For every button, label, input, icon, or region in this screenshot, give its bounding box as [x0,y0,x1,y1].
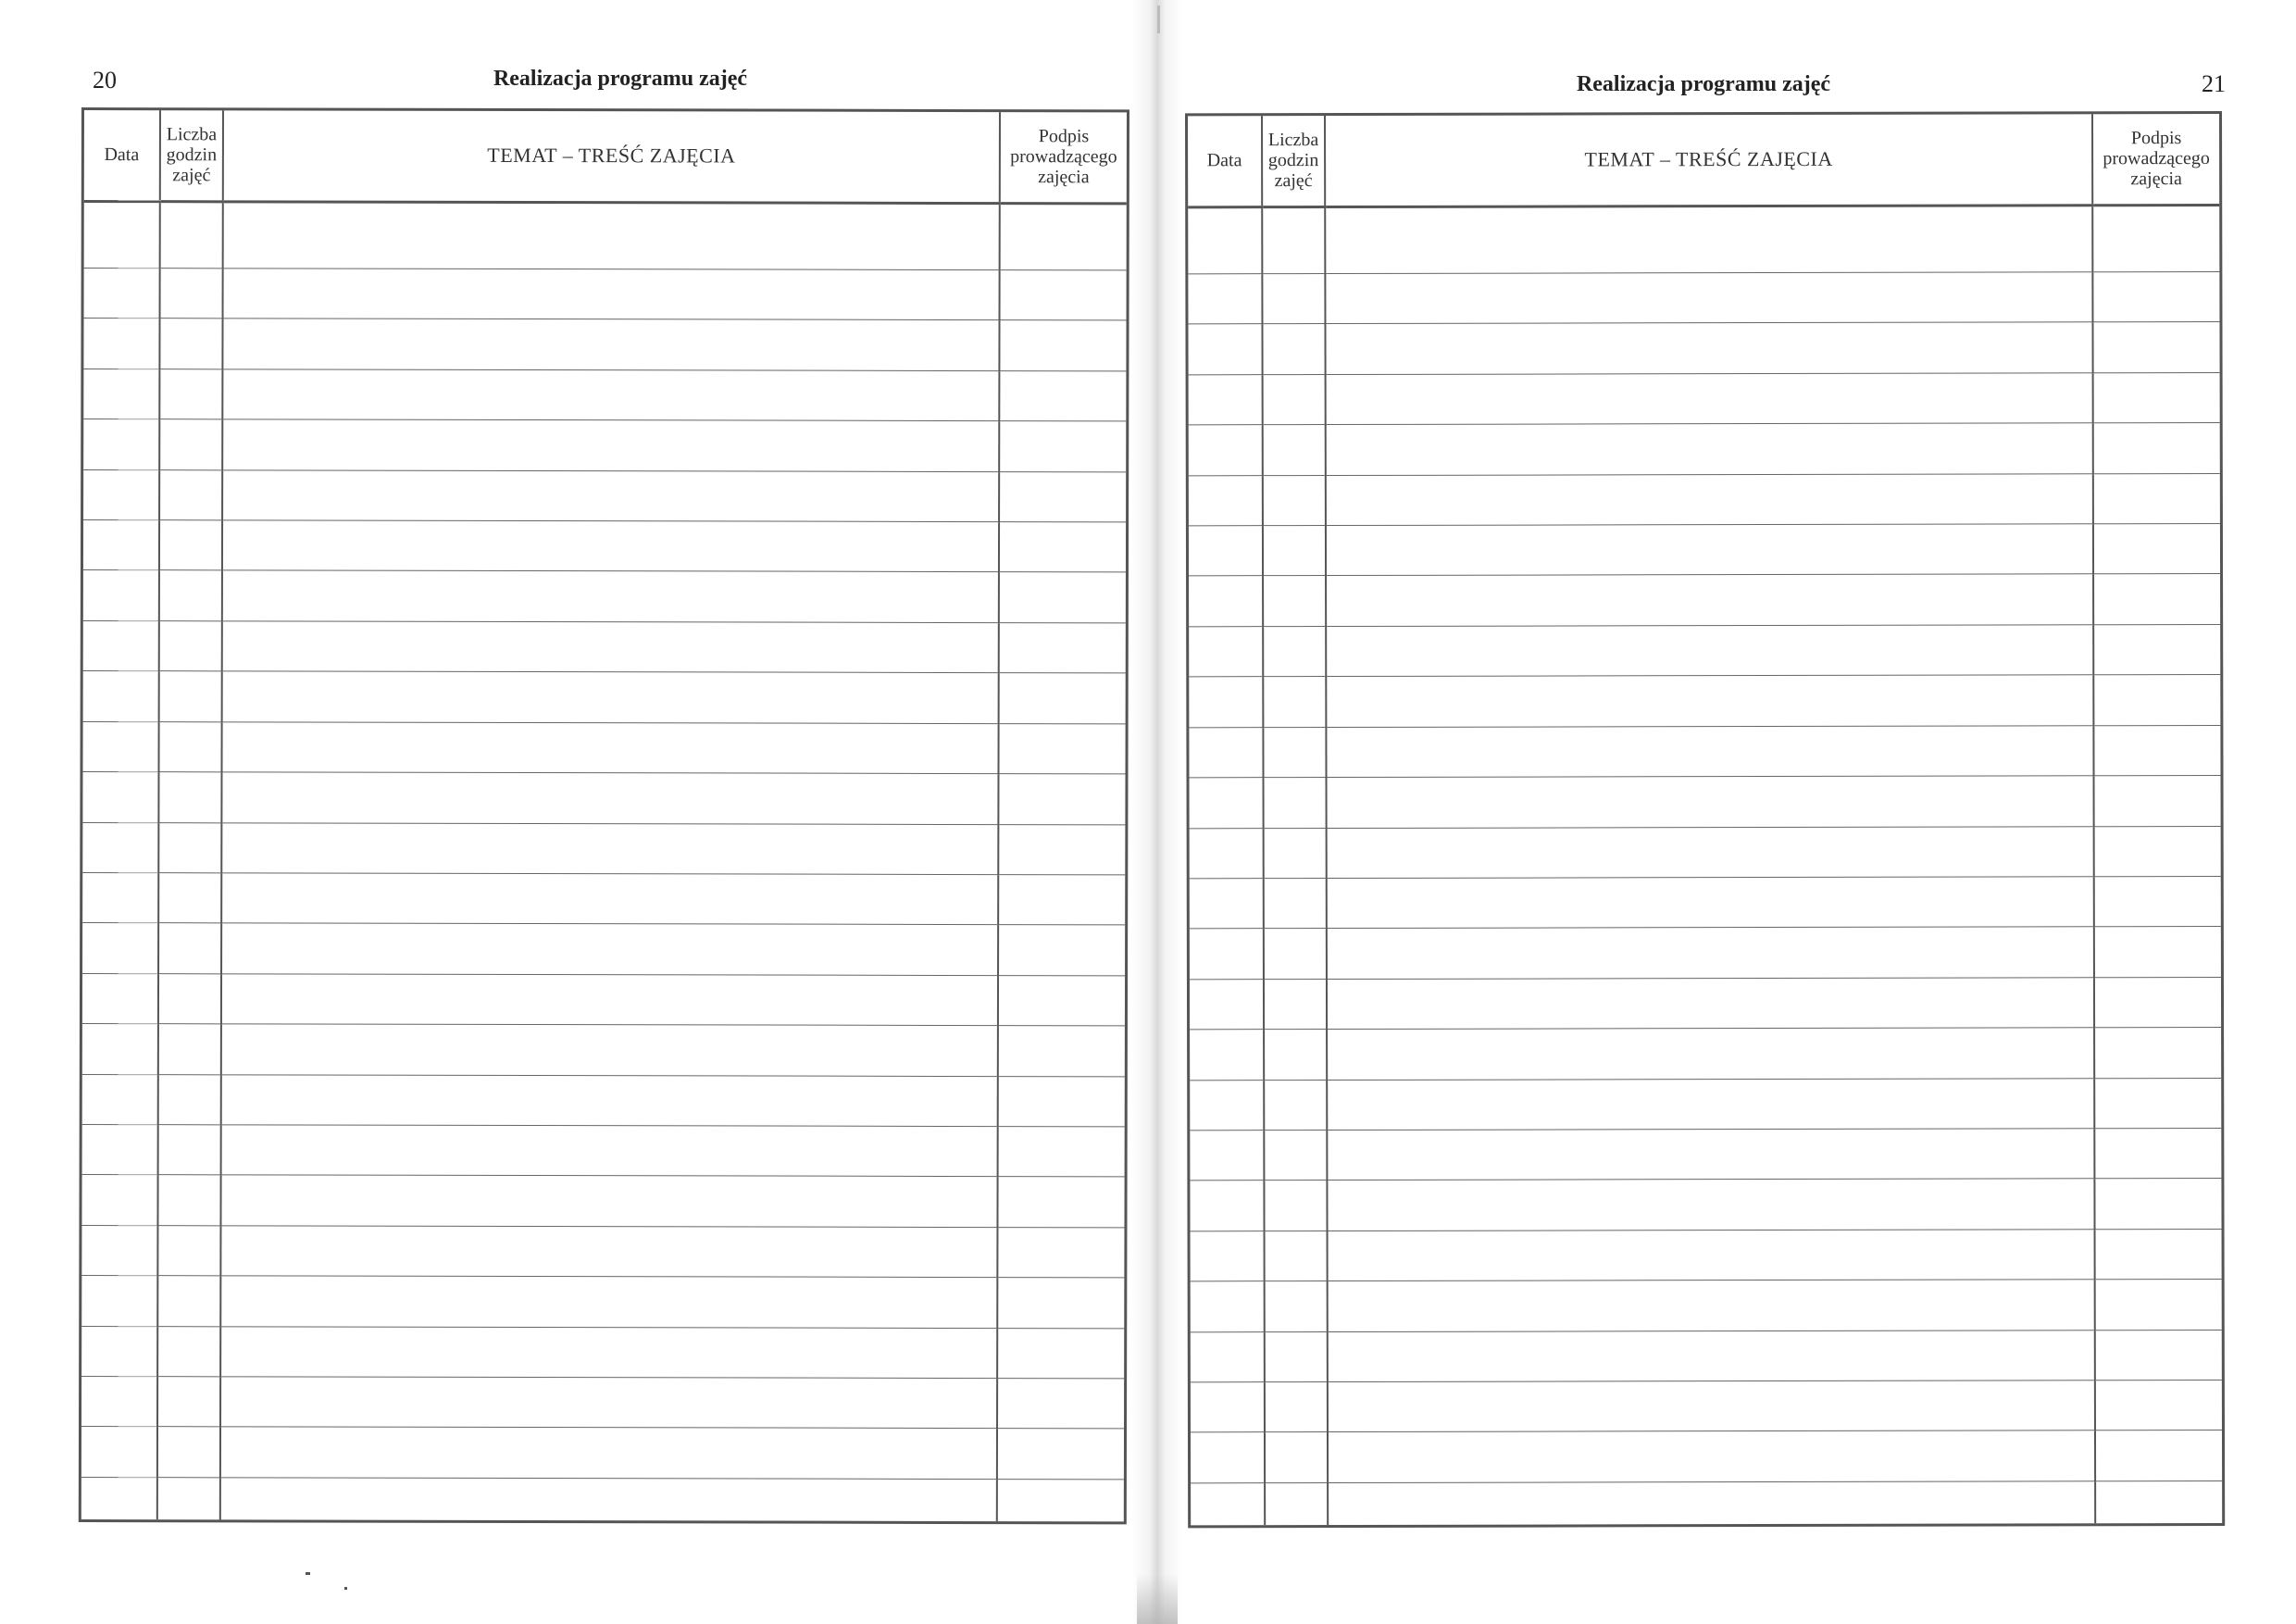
topic-cell[interactable] [1327,776,2094,828]
topic-cell[interactable] [221,873,998,925]
signature-cell[interactable] [2095,1480,2222,1523]
table-row [1188,322,2219,375]
table-row [1190,776,2221,829]
hours-cell[interactable] [1264,778,1327,829]
hours-cell[interactable] [160,269,223,319]
table-row [81,1276,1124,1329]
hours-cell[interactable] [159,621,222,672]
hours-cell[interactable] [1263,576,1326,627]
hours-cell[interactable] [1264,1080,1327,1131]
topic-cell[interactable] [220,1175,997,1227]
hours-cell[interactable] [157,1477,220,1519]
hours-cell[interactable] [158,1024,221,1075]
topic-cell[interactable] [1327,877,2094,929]
hours-cell[interactable] [1265,1382,1328,1433]
date-cell[interactable] [81,1225,157,1276]
table-row [1191,1280,2222,1332]
hours-cell[interactable] [1265,1281,1328,1332]
hours-cell[interactable] [1265,1230,1328,1281]
signature-cell[interactable] [2093,574,2220,625]
date-cell[interactable] [84,201,160,269]
date-cell[interactable] [82,1074,158,1125]
table-row [82,1074,1125,1127]
column-header-signature: Podpis prowadzącego zajęcia [1000,112,1127,203]
date-cell[interactable] [1190,1030,1264,1081]
signature-cell[interactable] [2093,372,2220,423]
date-cell[interactable] [1190,929,1264,980]
date-cell[interactable] [1189,526,1263,577]
signature-cell[interactable] [2092,322,2219,373]
signature-cell[interactable] [997,1328,1124,1379]
hours-cell[interactable] [158,772,221,823]
signature-cell[interactable] [2095,1330,2222,1380]
signature-cell[interactable] [998,1026,1125,1077]
table-body [1188,205,2222,1525]
hours-cell[interactable] [157,1377,220,1428]
topic-cell[interactable] [222,570,999,622]
topic-cell[interactable] [221,1125,998,1177]
table-row [84,201,1127,270]
topic-cell[interactable] [220,1226,997,1278]
table-row [1190,977,2221,1030]
hours-cell[interactable] [1264,828,1327,879]
table-row [1189,473,2220,526]
hours-cell[interactable] [1263,475,1326,526]
signature-cell[interactable] [999,622,1126,673]
topic-cell[interactable] [1327,1179,2094,1230]
signature-cell[interactable] [2094,1179,2221,1230]
date-cell[interactable] [81,1477,157,1519]
hours-cell[interactable] [159,319,222,369]
signature-cell[interactable] [998,774,1125,825]
topic-cell[interactable] [223,201,1000,269]
table-row [82,822,1125,875]
date-cell[interactable] [1189,727,1263,778]
topic-cell[interactable] [221,974,998,1026]
signature-cell[interactable] [998,1127,1125,1178]
date-cell[interactable] [1189,475,1263,526]
signature-cell[interactable] [2094,1078,2221,1129]
date-cell[interactable] [83,319,159,369]
table-row [83,520,1126,573]
signature-cell[interactable] [2093,524,2220,575]
date-cell[interactable] [81,1376,157,1427]
topic-cell[interactable] [221,772,998,824]
signature-cell[interactable] [1000,203,1127,270]
date-cell[interactable] [82,721,158,772]
signature-cell[interactable] [2094,776,2221,827]
topic-cell[interactable] [1326,725,2093,777]
date-cell[interactable] [82,923,158,974]
table-row [82,973,1125,1026]
hours-cell[interactable] [1264,1181,1327,1231]
date-cell[interactable] [83,469,159,520]
topic-cell[interactable] [222,319,999,370]
date-cell[interactable] [83,369,159,419]
topic-cell[interactable] [1327,1129,2094,1181]
date-cell[interactable] [1190,778,1264,829]
table-row [81,1225,1124,1278]
signature-cell[interactable] [2093,675,2220,726]
signature-cell[interactable] [2093,725,2220,776]
signature-cell[interactable] [999,522,1126,573]
signature-cell[interactable] [999,673,1126,724]
hours-cell[interactable] [157,1175,220,1226]
signature-cell[interactable] [2093,473,2220,524]
table-row [1189,574,2220,627]
topic-cell[interactable] [1328,1280,2095,1331]
hours-cell[interactable] [1264,1130,1327,1181]
date-cell[interactable] [83,620,159,671]
topic-cell[interactable] [222,520,999,572]
table-row [82,721,1125,774]
hours-cell[interactable] [158,1125,221,1176]
date-cell[interactable] [1190,1080,1264,1131]
topic-cell[interactable] [222,469,999,521]
table-row [84,269,1127,321]
topic-cell[interactable] [1326,625,2093,677]
date-cell[interactable] [83,520,159,571]
table-row [1189,524,2220,577]
hours-cell[interactable] [1262,324,1325,375]
date-cell[interactable] [83,570,159,621]
column-header-date: Data [84,110,160,201]
signature-cell[interactable] [997,1429,1124,1480]
date-cell[interactable] [1190,879,1264,930]
topic-cell[interactable] [1326,524,2093,576]
signature-cell[interactable] [2092,272,2219,323]
topic-cell[interactable] [220,1326,997,1378]
topic-cell[interactable] [220,1377,997,1429]
hours-cell[interactable] [158,822,221,873]
date-cell[interactable] [1189,627,1263,678]
table-row [1189,725,2220,778]
topic-cell[interactable] [221,822,998,874]
column-header-topic: TEMAT – TREŚĆ ZAJĘCIA [223,110,1000,203]
hours-cell[interactable] [158,923,221,974]
binding-gutter [1131,0,1183,1624]
date-cell[interactable] [82,822,158,873]
column-header-hours: Liczba godzin zajęć [160,110,223,201]
column-header-date: Data [1188,116,1262,206]
hours-cell[interactable] [157,1276,220,1327]
table-row [82,1124,1125,1177]
date-cell[interactable] [84,269,160,319]
topic-cell[interactable] [1328,1330,2095,1381]
date-cell[interactable] [1191,1382,1265,1433]
hours-cell[interactable] [1263,677,1326,728]
signature-cell[interactable] [2094,876,2221,927]
log-table [81,110,1127,1521]
table-row [1188,272,2219,325]
signature-cell[interactable] [2094,826,2221,877]
signature-cell[interactable] [2094,977,2221,1028]
hours-cell[interactable] [1265,1331,1328,1382]
date-cell[interactable] [1189,375,1263,426]
topic-cell[interactable] [1327,927,2094,979]
signature-cell[interactable] [998,723,1125,774]
hours-cell[interactable] [1263,374,1326,425]
topic-cell[interactable] [1327,826,2094,878]
signature-cell[interactable] [998,1076,1125,1127]
topic-cell[interactable] [1328,1481,2095,1525]
topic-cell[interactable] [1326,574,2093,626]
table-row [1189,624,2220,677]
hours-cell[interactable] [157,1427,220,1478]
date-cell[interactable] [83,671,159,722]
signature-cell[interactable] [998,925,1125,976]
topic-cell[interactable] [1325,322,2092,374]
print-speck [344,1587,347,1590]
topic-cell[interactable] [1326,373,2093,425]
date-cell[interactable] [1191,1432,1265,1483]
date-cell[interactable] [1190,1181,1264,1231]
topic-cell[interactable] [1327,1078,2094,1130]
date-cell[interactable] [81,1276,157,1327]
hours-cell[interactable] [159,369,222,420]
log-table [1188,114,2222,1525]
table-row [1191,1380,2222,1432]
hours-cell[interactable] [159,570,222,621]
hours-cell[interactable] [1263,626,1326,677]
hours-cell[interactable] [1263,425,1326,476]
table-row [1190,826,2221,879]
hours-cell[interactable] [1263,727,1326,778]
page-number: 21 [2202,70,2226,97]
date-cell[interactable] [1190,828,1264,879]
print-speck [306,1572,310,1575]
topic-cell[interactable] [222,419,999,471]
date-cell[interactable] [81,1175,157,1226]
date-cell[interactable] [82,1124,158,1175]
table-row [1191,1229,2222,1281]
table-row [81,1376,1124,1429]
date-cell[interactable] [1188,274,1262,325]
signature-cell[interactable] [2092,205,2219,272]
table-row [82,772,1125,825]
hours-cell[interactable] [1264,979,1327,1030]
gutter-shadow [1137,1574,1178,1624]
date-cell[interactable] [82,872,158,923]
table-row [1191,1330,2222,1382]
hours-cell[interactable] [158,973,221,1024]
column-header-topic: TEMAT – TREŚĆ ZAJĘCIA [1325,114,2092,206]
signature-cell[interactable] [997,1479,1124,1521]
topic-cell[interactable] [223,269,1000,320]
topic-cell[interactable] [220,1478,997,1521]
table-body [81,201,1127,1521]
topic-cell[interactable] [222,671,999,723]
hours-cell[interactable] [1264,929,1327,980]
table-row [1190,1028,2221,1081]
topic-cell[interactable] [221,1024,998,1076]
hours-cell[interactable] [158,1074,221,1125]
hours-cell[interactable] [159,520,222,571]
hours-cell[interactable] [1264,878,1327,929]
table-row [1191,1430,2222,1483]
date-cell[interactable] [1191,1230,1265,1281]
date-cell[interactable] [83,419,159,470]
page-number: 20 [93,67,117,94]
table-row [1189,372,2220,425]
topic-cell[interactable] [222,369,999,421]
table-row [81,1326,1124,1379]
table-row [83,319,1126,371]
signature-cell[interactable] [2093,624,2220,675]
topic-cell[interactable] [1326,675,2093,727]
topic-cell[interactable] [222,621,999,673]
table-row [83,570,1126,623]
table-row [1188,205,2219,274]
date-cell[interactable] [1189,677,1263,728]
signature-cell[interactable] [2094,1028,2221,1079]
hours-cell[interactable] [1262,206,1325,274]
signature-cell[interactable] [997,1278,1124,1329]
signature-cell[interactable] [2095,1280,2222,1330]
signature-cell[interactable] [1000,270,1127,321]
topic-cell[interactable] [1327,978,2094,1030]
signature-cell[interactable] [999,421,1126,472]
topic-cell[interactable] [220,1427,997,1479]
topic-cell[interactable] [221,923,998,975]
hours-cell[interactable] [157,1326,220,1377]
topic-cell[interactable] [221,722,998,774]
table-row [1189,675,2220,728]
hours-cell[interactable] [160,201,223,269]
program-log-table [79,107,1129,1524]
table-row [81,1427,1124,1480]
signature-cell[interactable] [999,370,1126,421]
table-row [82,1024,1125,1077]
table-row [83,671,1126,724]
table-row [1190,927,2221,980]
date-cell[interactable] [82,772,158,823]
date-cell[interactable] [81,1326,157,1377]
signature-cell[interactable] [2095,1380,2222,1430]
hours-cell[interactable] [158,873,221,924]
date-cell[interactable] [1191,1482,1265,1525]
table-header-row [84,110,1127,203]
topic-cell[interactable] [1327,1028,2094,1080]
date-cell[interactable] [1188,206,1262,274]
column-header-signature: Podpis prowadzącego zajęcia [2092,114,2219,205]
table-row [1190,1128,2221,1181]
topic-cell[interactable] [1328,1230,2095,1281]
date-cell[interactable] [1189,576,1263,627]
table-row [1190,876,2221,929]
topic-cell[interactable] [1325,272,2092,324]
date-cell[interactable] [1191,1281,1265,1332]
table-header-row [1188,114,2219,206]
date-cell[interactable] [1190,1131,1264,1181]
table-row [82,923,1125,976]
running-head: Realizacja programu zajęć [493,67,748,91]
table-row [81,1175,1124,1228]
signature-cell[interactable] [998,824,1125,875]
hours-cell[interactable] [1264,1030,1327,1081]
running-head: Realizacja programu zajęć [1576,72,1831,96]
date-cell[interactable] [1191,1331,1265,1382]
topic-cell[interactable] [220,1276,997,1328]
gutter-mark [1157,6,1160,33]
table-row [1189,423,2220,476]
signature-cell[interactable] [999,320,1126,371]
signature-cell[interactable] [998,975,1125,1026]
program-log-table [1185,111,2225,1528]
hours-cell[interactable] [159,671,222,722]
signature-cell[interactable] [997,1379,1124,1430]
date-cell[interactable] [81,1427,157,1478]
signature-cell[interactable] [997,1177,1124,1228]
signature-cell[interactable] [997,1227,1124,1278]
signature-cell[interactable] [2094,927,2221,978]
hours-cell[interactable] [1262,274,1325,325]
topic-cell[interactable] [1328,1430,2095,1482]
hours-cell[interactable] [159,419,222,470]
table-row [83,469,1126,522]
date-cell[interactable] [1189,425,1263,476]
hours-cell[interactable] [1265,1432,1328,1483]
date-cell[interactable] [1188,324,1262,375]
hours-cell[interactable] [157,1225,220,1276]
hours-cell[interactable] [158,721,221,772]
signature-cell[interactable] [999,471,1126,522]
signature-cell[interactable] [2093,423,2220,474]
table-row [1190,1078,2221,1131]
topic-cell[interactable] [1326,423,2093,475]
hours-cell[interactable] [159,469,222,520]
column-header-hours: Liczba godzin zajęć [1262,116,1325,206]
table-row [83,620,1126,673]
topic-cell[interactable] [1328,1380,2095,1432]
date-cell[interactable] [82,1024,158,1075]
table-row [82,872,1125,925]
table-row [83,369,1126,421]
signature-cell[interactable] [2095,1229,2222,1280]
signature-cell[interactable] [2095,1430,2222,1481]
topic-cell[interactable] [221,1074,998,1126]
topic-cell[interactable] [1325,205,2092,273]
table-row [1190,1179,2221,1231]
signature-cell[interactable] [2094,1128,2221,1179]
table-row [81,1477,1124,1521]
signature-cell[interactable] [999,572,1126,623]
hours-cell[interactable] [1263,526,1326,577]
hours-cell[interactable] [1265,1482,1328,1525]
topic-cell[interactable] [1326,473,2093,525]
date-cell[interactable] [82,973,158,1024]
table-row [83,419,1126,472]
signature-cell[interactable] [998,874,1125,925]
table-row [1191,1480,2222,1525]
date-cell[interactable] [1190,979,1264,1030]
